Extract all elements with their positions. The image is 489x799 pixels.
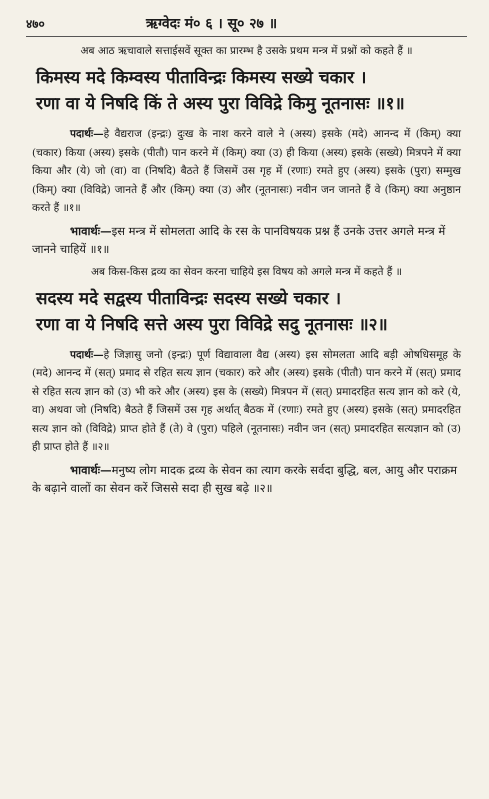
bhavartha-2-text: मनुष्य लोग मादक द्रव्य के सेवन का त्याग करके सर्वदा बुद्धि, बल, आयु और पराक्रम के बढ़ाने वालों का सेवन करें जिससे सदा ही सुख बढ़े ॥२॥ <box>32 462 458 495</box>
running-title: ऋग्वेदः मं० ६ । सू० २७ ॥ <box>146 16 278 32</box>
padartha-2-label: पदार्थः— <box>70 348 104 361</box>
padartha-2-text: हे जिज्ञासु जनो (इन्द्रः) पूर्ण विद्यावाला वैद्य (अस्य) इस सोमलता आदि बड़ी ओषधिसमूह के (मदे) आनन्द में (सत्) प्रमाद से रहित सत्य ज्ञान (चकार) करे और (अस्य) इसके (पीतौ) पान करने में (सत्) प्रमाद से रहित सत्य ज्ञान को (उ) भी करे और (अस्य) इस के (सख्ये) मित्रपन में (सत्) प्रमादरहित सत्य ज्ञान को करे (ये, वा) अथवा जो (निषदि) बैठते हैं जिसमें उस गृह अर्थात् बैठक में (रणाः) रमते हुए (अस्य) इसके (सत्) प्रमादरहित सत्य ज्ञान को (विविद्रे) प्राप्त होते हैं (ते) वे (पुरा) पहिले (नूतनासः) नवीन जन (सत्) प्रमादरहित सत्यज्ञान को (उ) ही प्राप्त होते हैं ॥२॥ <box>32 348 461 453</box>
padartha-1-label: पदार्थः— <box>70 128 104 140</box>
page-header <box>26 14 467 37</box>
mantra-1-line-2: रणा वा ये निषदि किं ते अस्य पुरा विविद्रे किमु नूतनासः ॥१॥ <box>36 94 405 114</box>
mantra-2 <box>36 286 467 338</box>
intro-1: अब आठ ऋचावाले सत्ताईसवें सूक्त का प्रारम्भ है उसके प्रथम मन्त्र में प्रश्नों को कहते हैं ॥ <box>80 45 413 57</box>
bhavartha-2-label: भावार्थः— <box>70 462 112 477</box>
mantra-1-line-1: किमस्य मदे किम्वस्य पीताविन्द्रः किमस्य सख्ये चकार । <box>36 68 367 88</box>
mantra-2-line-2: रणा वा ये निषदि सत्ते अस्य पुरा विविद्रे सदु नूतनासः ॥२॥ <box>36 314 388 335</box>
padartha-1 <box>32 125 461 218</box>
bhavartha-2 <box>32 461 461 497</box>
padartha-2 <box>32 346 461 457</box>
bhavartha-1-label: भावार्थः— <box>70 223 112 238</box>
page-number: ४७० <box>26 17 45 31</box>
intro-2: अब किस-किस द्रव्य का सेवन करना चाहिये इस विषय को अगले मन्त्र में कहते हैं ॥ <box>91 265 402 278</box>
mantra-1 <box>36 65 467 117</box>
mantra-2-line-1: सदस्य मदे सद्वस्य पीताविन्द्रः सदस्य सख्ये चकार । <box>36 288 342 309</box>
bhavartha-1-text: इस मन्त्र में सोमलता आदि के रस के पानविषयक प्रश्न हैं उनके उत्तर अगले मन्त्र में जानने चाहियें ॥१॥ <box>32 223 446 256</box>
bhavartha-1 <box>32 222 461 258</box>
padartha-1-text: हे वैद्यराज (इन्द्रः) दुःख के नाश करने वाले ने (अस्य) इसके (मदे) आनन्द में (किम्) क्या (चकार) किया (अस्य) इसके (पीतौ) पान करने में (किम्) क्या (उ) ही किया (अस्य) इसके (सख्ये) मित्रपने में क्या किया और (ये) जो (वा) वा (निषदि) बैठते हैं जिसमें उस गृह में (रणाः) रमते हुए (अस्य) इसके (पुरा) सम्मुख (किम्) क्या (विविद्रे) जानते हैं और (किम्) क्या (उ) और (नूतनासः) नवीन जन जानते हैं वे (किम्) क्या अनुष्ठान करते हैं ॥१॥ <box>32 128 461 214</box>
